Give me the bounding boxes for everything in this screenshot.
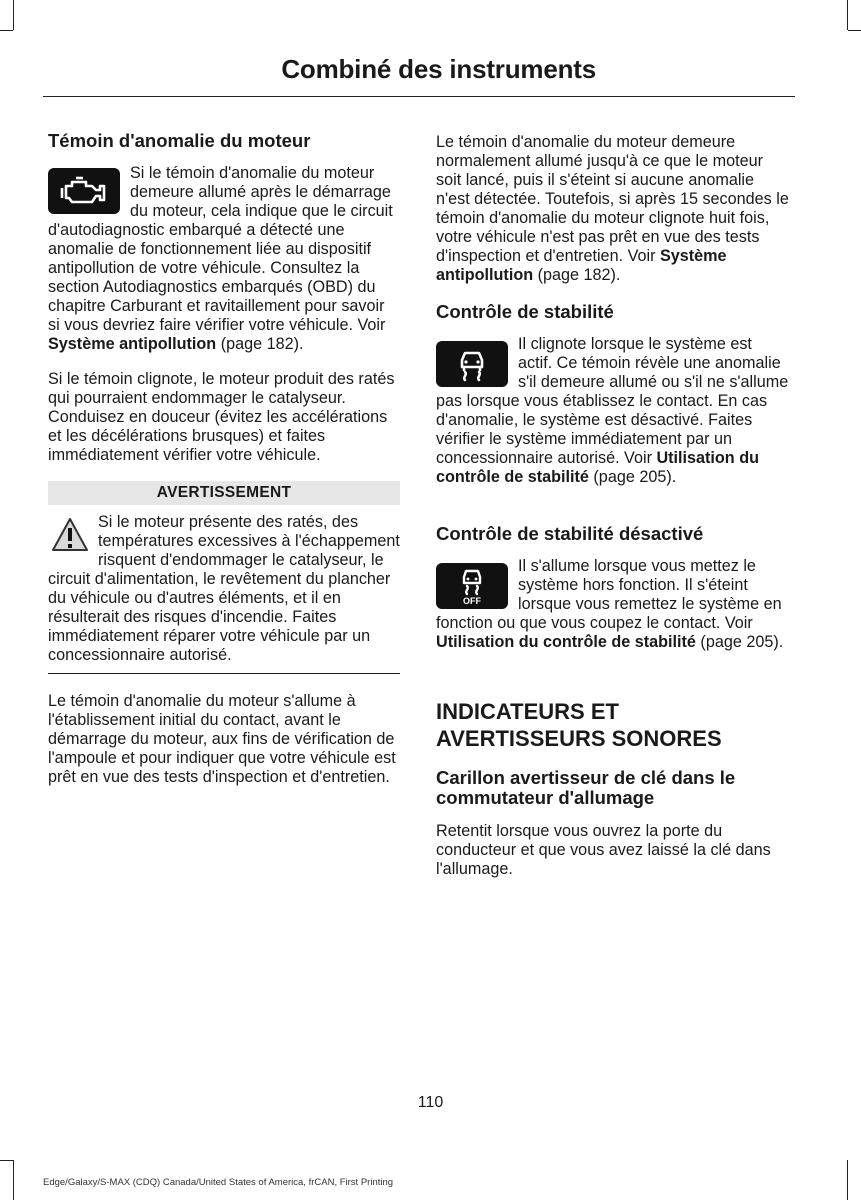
page-title: Combiné des instruments <box>281 54 596 84</box>
left-column <box>48 130 400 803</box>
section-heading: INDICATEURS ET AVERTISSEURS SONORES <box>436 699 722 751</box>
mil-paragraph <box>436 133 790 285</box>
engine-heading: Témoin d'anomalie du moteur <box>48 130 311 151</box>
chime-paragraph: Retentit lorsque vous ouvrez la porte du conducteur et que vous avez laissé la clé dans l'allumage. <box>436 822 771 878</box>
link-utilisation-controle-stabilite[interactable]: Utilisation du contrôle de stabilité <box>436 633 696 651</box>
crop-mark <box>847 0 848 30</box>
engine-paragraph-2: Si le témoin clignote, le moteur produit des ratés qui pourraient endommager le catalyseur. Conduisez en douceur (évitez les accélérations et les décélérations brusques) et faites immédiatement vérifier votre véhicule. <box>48 370 395 464</box>
page-reference: (page 182). <box>533 266 621 284</box>
warning-divider <box>48 673 400 674</box>
warning-text: Si le moteur présente des ratés, des températures excessives à l'échappement risquent d'endommager le catalyseur, le circuit d'alimentation, le revêtement du plancher du véhicule ou d'autres éléments, et il en résulterait des risques d'incendie. Faites immédiatement réparer votre véhicule par un concessionnaire autorisé. <box>48 513 400 664</box>
stability-off-icon-label: OFF <box>463 596 481 606</box>
stability-control-icon <box>436 341 508 387</box>
page-number: 110 <box>417 1094 444 1111</box>
page-reference: (page 182). <box>216 335 304 353</box>
crop-mark <box>13 1160 14 1200</box>
page-reference: (page 205). <box>588 468 677 486</box>
page-reference: (page 205). <box>695 633 784 651</box>
mil-paragraph-text: Le témoin d'anomalie du moteur demeure normalement allumé jusqu'à ce que le moteur soit lancé, puis il s'éteint si aucune anomalie n'est détectée. Toutefois, si après 15 secondes le témoin d'anomalie du moteur clignote huit fois, votre véhicule n'est pas prêt en vue des tests d'inspection et d'entretien. Voir <box>436 133 789 265</box>
right-column <box>436 130 790 895</box>
stability-off-text: Il s'allume lorsque vous mettez le système hors fonction. Il s'éteint lorsque vous remettez le système en fonction ou que vous coupez le contact. Voir <box>436 557 782 632</box>
warning-triangle-icon <box>50 515 90 555</box>
header-divider <box>43 96 795 97</box>
link-utilisation-controle-stabilite[interactable]: Utilisation du contrôle de stabilité <box>436 449 759 486</box>
crop-mark <box>0 30 13 31</box>
link-systeme-antipollution[interactable]: Système antipollution <box>48 335 217 353</box>
footer-text: Edge/Galaxy/S-MAX (CDQ) Canada/United States of America, frCAN, First Printing <box>43 1177 394 1188</box>
crop-mark <box>13 0 14 30</box>
stability-control-off-icon <box>436 563 508 609</box>
stability-text: Il clignote lorsque le système est actif. Ce témoin révèle une anomalie s'il demeure allumé ou s'il ne s'allume pas lorsque vous établissez le contact. En cas d'anomalie, le système est désactivé. Faites vérifier le système immédiatement par un concessionnaire autorisé. Voir <box>436 335 789 467</box>
stability-off-heading: Contrôle de stabilité désactivé <box>436 523 704 544</box>
link-systeme-antipollution[interactable]: Système antipollution <box>436 247 727 284</box>
stability-heading: Contrôle de stabilité <box>436 301 614 322</box>
crop-mark <box>0 1160 13 1161</box>
warning-title: AVERTISSEMENT <box>48 481 400 505</box>
engine-paragraph-1-text: Si le témoin d'anomalie du moteur demeure allumé après le démarrage du moteur, cela indique que le circuit d'autodiagnostic embarqué a détecté une anomalie de fonctionnement liée au dispositif antipollution de votre véhicule. Consultez la section Autodiagnostics embarqués (OBD) du chapitre Carburant et ravitaillement pour savoir si vous devriez faire vérifier votre véhicule. Voir <box>48 164 393 334</box>
crop-mark <box>848 30 861 31</box>
engine-paragraph-3: Le témoin d'anomalie du moteur s'allume à l'établissement initial du contact, avant le démarrage du moteur, aux fins de vérification de l'ampoule et pour indiquer que votre véhicule est prêt en vue des tests d'inspection et d'entretien. <box>48 692 396 786</box>
crop-mark <box>847 1160 848 1200</box>
chime-heading: Carillon avertisseur de clé dans le commutateur d'allumage <box>436 767 736 808</box>
engine-check-icon <box>48 168 120 214</box>
